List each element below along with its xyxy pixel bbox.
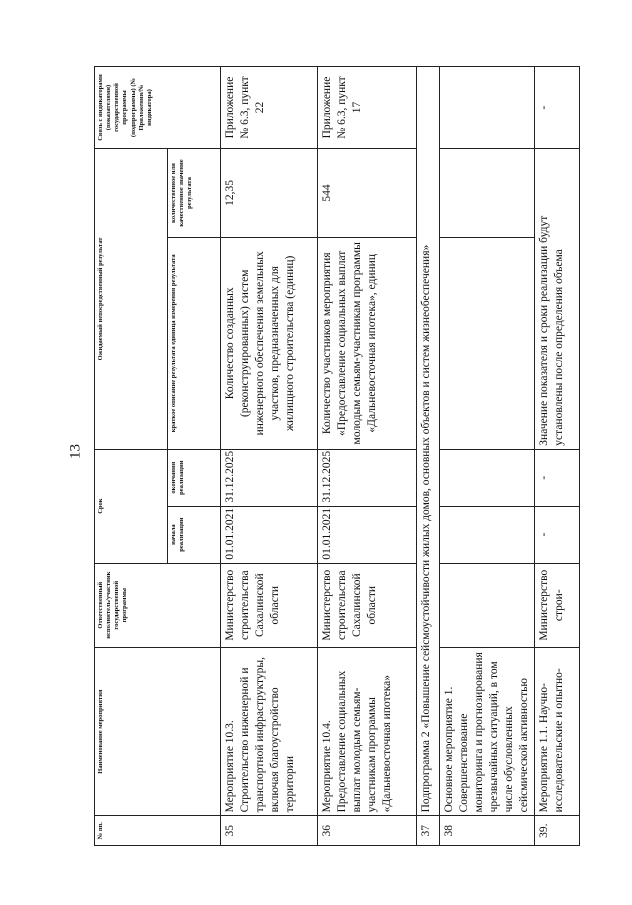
- header-term-start: начала реализации: [168, 506, 221, 563]
- row-num: 39.: [534, 816, 579, 846]
- page-number: 13: [67, 444, 84, 459]
- empty-cell: [440, 67, 535, 149]
- header-term: Срок: [95, 449, 168, 563]
- header-result-desc: краткое описание результата единица измерения результата: [168, 237, 221, 449]
- empty-cell: [440, 563, 535, 647]
- row-end: -: [534, 449, 579, 506]
- row-num: 35: [221, 816, 318, 846]
- table-row: [440, 67, 535, 846]
- empty-cell: [440, 506, 535, 563]
- row-name: Мероприятие 10.3. Строительство инженерной и транспортной инфраструктуры, включая благоустройство территории: [221, 647, 318, 816]
- measures-table: [94, 66, 580, 846]
- table-row: [318, 67, 417, 846]
- row-result-desc: Количество участников мероприятия «Предоставление социальных выплат молодым семьям-участникам программы «Дальневосточная ипотека», единиц: [318, 237, 417, 449]
- header-result-value: количественное или качественное значение результата: [168, 149, 221, 238]
- subprogram-row: [417, 67, 440, 846]
- empty-cell: [440, 449, 535, 506]
- header-link: Связь с индикаторами (показателями) государственной программы (подпрограммы) (№ Приложения/№ индикатора): [95, 67, 221, 149]
- row-responsible: Министерство строи-: [534, 563, 579, 647]
- row-link: -: [534, 67, 579, 149]
- header-num: № пп.: [95, 816, 221, 846]
- header-term-end: окончания реализации: [168, 449, 221, 506]
- row-start: 01.01.2021: [221, 506, 318, 563]
- empty-cell: [440, 237, 535, 449]
- row-result-value: 12,35: [221, 149, 318, 238]
- row-name: Мероприятие 1.1. Научно-исследовательские и опытно-: [534, 647, 579, 816]
- row-result-desc: Значение показателя и сроки реализации будут установлены после определения объема: [534, 149, 579, 450]
- row-end: 31.12.2025: [318, 449, 417, 506]
- row-name: Основное мероприятие 1. Совершенствование мониторинга и прогнозирования чрезвычайных ситуаций, в том числе обусловленных сейсмической активностью: [440, 647, 535, 816]
- table-header-row: [95, 67, 168, 846]
- header-name: Наименование мероприятия: [95, 647, 221, 816]
- table-row: [534, 67, 579, 846]
- row-responsible: Министерство строительства Сахалинской области: [318, 563, 417, 647]
- row-name: Мероприятие 10.4. Предоставление социальных выплат молодым семьям-участникам программы «Дальневосточная ипотека»: [318, 647, 417, 816]
- header-result: Ожидаемый непосредственный результат: [95, 149, 168, 450]
- row-link: Приложение № 6.3, пункт 22: [221, 67, 318, 149]
- header-responsible: Ответственный исполнитель/участник государственной программы: [95, 563, 221, 647]
- row-start: -: [534, 506, 579, 563]
- row-responsible: Министерство строительства Сахалинской области: [221, 563, 318, 647]
- subprogram-title: Подпрограмма 2 «Повышение сейсмоустойчивости жилых домов, основных объектов и систем жизнеобеспечения»: [417, 67, 440, 816]
- table-row: [221, 67, 318, 846]
- row-end: 31.12.2025: [221, 449, 318, 506]
- row-num: 38: [440, 816, 535, 846]
- rotated-document-page: [94, 66, 632, 846]
- row-result-value: 544: [318, 149, 417, 238]
- row-result-desc: Количество созданных (реконструированных) систем инженерного обеспечения земельных участков, предназначенных для жилищного строительства (единиц): [221, 237, 318, 449]
- row-link: Приложение № 6.3, пункт 17: [318, 67, 417, 149]
- row-start: 01.01.2021: [318, 506, 417, 563]
- row-num: 37: [417, 816, 440, 846]
- row-num: 36: [318, 816, 417, 846]
- empty-cell: [440, 149, 535, 238]
